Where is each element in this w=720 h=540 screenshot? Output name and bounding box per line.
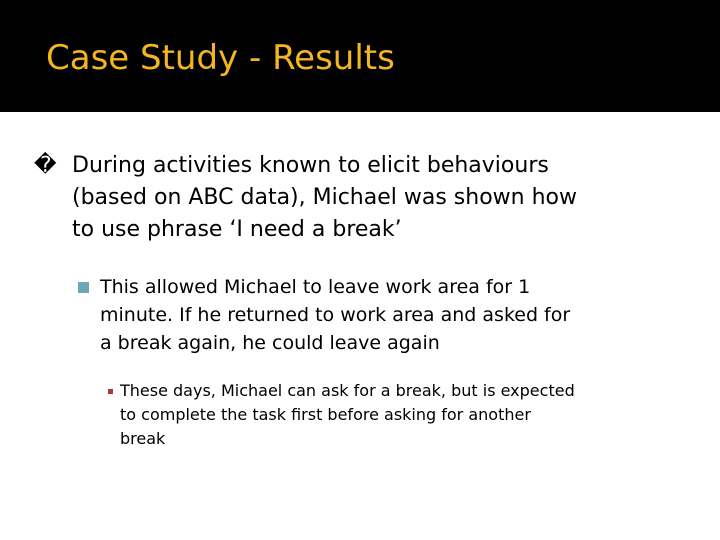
small-square-bullet-icon xyxy=(108,389,113,394)
bullet-level-3-line: break xyxy=(120,429,166,448)
bullet-level-3 xyxy=(108,379,668,451)
bullet-level-2-text xyxy=(78,273,698,357)
bullet-level-3-line: to complete the task first before asking for another xyxy=(120,405,531,424)
square-bullet-icon xyxy=(78,282,89,293)
bullet-level-3-line: These days, Michael can ask for a break, but is expected xyxy=(120,381,575,400)
bullet-level-1-text xyxy=(34,150,694,246)
slide-title: Case Study - Results xyxy=(46,38,395,78)
bullet-level-1-line: (based on ABC data), Michael was shown how xyxy=(72,185,577,210)
bullet-level-2-line: minute. If he returned to work area and asked for xyxy=(100,304,571,326)
bullet-level-1 xyxy=(34,150,694,246)
title-bar xyxy=(0,0,720,112)
bullet-level-1-line: During activities known to elicit behaviours xyxy=(72,153,549,178)
bullet-level-1-line: to use phrase ‘I need a break’ xyxy=(72,217,402,242)
replacement-glyph-icon: � xyxy=(34,153,57,178)
bullet-level-2-line: a break again, he could leave again xyxy=(100,332,440,354)
bullet-level-2 xyxy=(78,273,698,357)
bullet-level-2-line: This allowed Michael to leave work area for 1 xyxy=(100,276,531,298)
bullet-level-3-text xyxy=(108,379,668,451)
